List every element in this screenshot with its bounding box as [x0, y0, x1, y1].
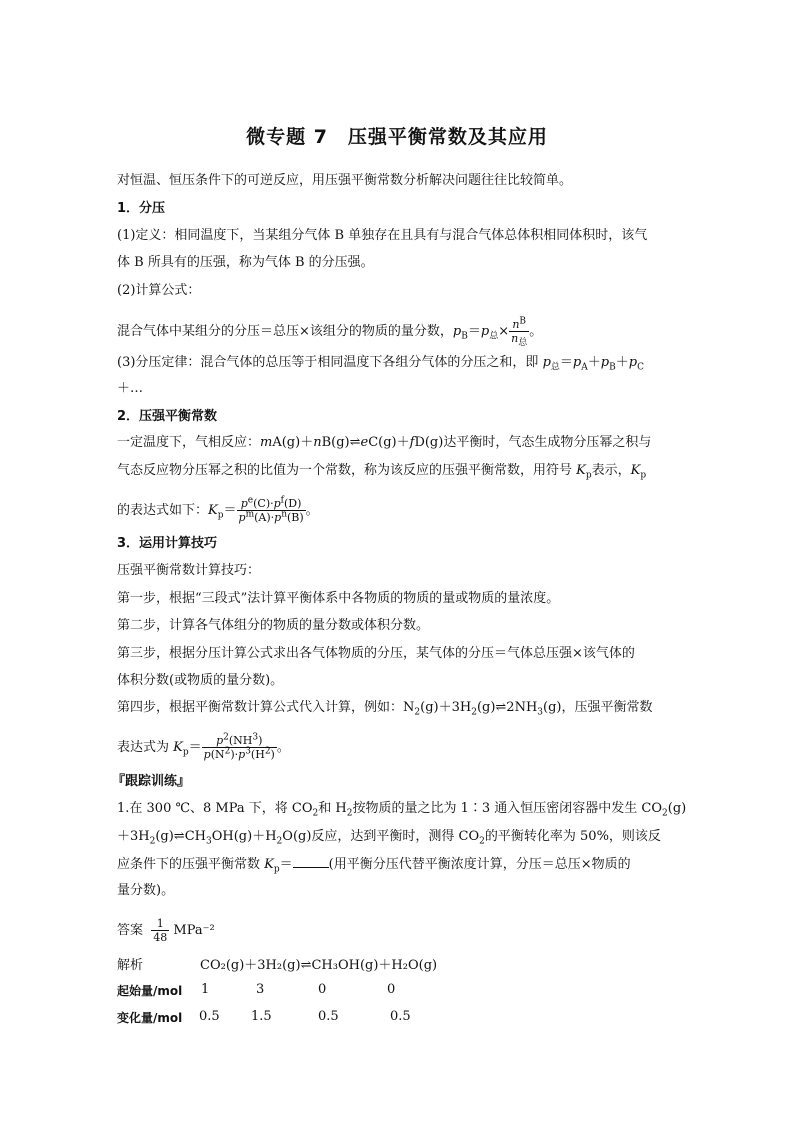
practice-heading: 『跟踪训练』 — [112, 774, 191, 789]
question-line-3: 应条件下的压强平衡常数 $K_p=$ (用平衡分压代替平衡浓度计算，分压＝总压×物质的 — [117, 857, 631, 875]
step-3-line-1: 第三步，根据分压计算公式求出各气体物质的分压，某气体的分压＝气体总压强×该气体的 — [117, 646, 635, 661]
question-line-1: 1.在 300 ℃、8 MPa 下，将 $CO_2$和 $H_2$按物质的量之比为 1∶3 通入恒压密闭容器中发生 $CO_2(g)$ — [117, 801, 687, 819]
dalton-law-line-1: (3)分压定律：混合气体的总压等于相同温度下各组分气体的分压之和，即 $p_总=p_A+p_B+p_C$ — [117, 355, 644, 373]
definition-line-2: 体 B 所具有的压强，称为气体 B 的分压强。 — [117, 255, 374, 270]
analysis-label: 解析 — [117, 958, 144, 973]
kp-paragraph-line-2: 气态反应物分压幂之积的比值为一个常数，称为该反应的压强平衡常数，用符号 $K_p$表示，$K_p$ — [117, 463, 647, 481]
table-cell: 0 — [387, 982, 396, 997]
table-cell: 1 — [201, 982, 210, 997]
table-cell: 0 — [318, 982, 327, 997]
mole-fraction: $\frac{n^B}{n_总}$ — [511, 316, 528, 349]
definition-line-1: (1)定义：相同温度下，当某组分气体 B 单独存在且具有与混合气体总体积相同体积时，该气 — [117, 228, 648, 243]
section-1-heading: 1．分压 — [117, 201, 166, 216]
table-row-label: 变化量/mol — [117, 1011, 183, 1025]
kp-paragraph-line-1: 一定温度下，气相反应：mA(g)＋nB(g)⇌eC(g)＋fD(g)达平衡时，气态生成物分压幂之积与 — [117, 435, 652, 450]
step-2: 第二步，计算各气体组分的物质的量分数或体积分数。 — [117, 618, 430, 633]
step-3-line-2: 体积分数(或物质的量分数)。 — [117, 673, 284, 688]
table-row-label: 起始量/mol — [117, 984, 183, 998]
step-4-expression: 表达式为 $K_p=$ $\frac{p^2(NH^3)}{p(N^2)\cdot p^3(H^2)}$ 。 — [117, 732, 290, 761]
table-cell: 0.5 — [318, 1009, 339, 1024]
table-cell: 0.5 — [199, 1009, 220, 1024]
section-2-heading: 2．压强平衡常数 — [117, 409, 218, 424]
question-line-2: $+3H_2(g)\rightleftharpoons CH_3OH(g)+H_2O(g)$反应，达到平衡时，测得 $CO_2$的平衡转化率为 50%，则该反 — [117, 829, 661, 847]
step-4-line-1: 第四步，根据平衡常数计算公式代入计算，例如：$N_2(g)+3H_2(g)\rightleftharpoons 2NH_3(g)$，压强平衡常数 — [117, 700, 653, 718]
table-cell: 1.5 — [251, 1009, 272, 1024]
step-1: 第一步，根据“三段式”法计算平衡体系中各物质的物质的量或物质的量浓度。 — [117, 591, 560, 606]
table-cell: 3 — [256, 982, 265, 997]
answer-line: 答案 $\frac{1}{48}$ MPa⁻² — [117, 917, 215, 944]
answer-blank — [293, 855, 329, 868]
intro-text: 对恒温、恒压条件下的可逆反应，用压强平衡常数分析解决问题往往比较简单。 — [117, 173, 573, 188]
analysis-reaction: CO₂(g)＋3H₂(g)⇌CH₃OH(g)＋H₂O(g) — [200, 958, 438, 973]
page-title: 微专题 7 压强平衡常数及其应用 — [246, 126, 548, 148]
section-3-heading: 3．运用计算技巧 — [117, 536, 218, 551]
partial-pressure-formula: 混合气体中某组分的分压＝总压×该组分的物质的量分数，$p_B=p_总\times$ $\frac{n^B}{n_总}$ 。 — [117, 316, 543, 349]
dalton-law-line-2: ＋… — [117, 381, 144, 396]
formula-label: (2)计算公式： — [117, 283, 201, 298]
table-cell: 0.5 — [390, 1009, 411, 1024]
answer-fraction: $\frac{1}{48}$ — [153, 917, 168, 944]
kp-expression: 的表达式如下：$K_p=$ $\frac{p^e(C)\cdot p^f(D)}{p^m(A)\cdot p^n(B)}$ 。 — [117, 495, 319, 524]
technique-intro: 压强平衡常数计算技巧： — [117, 563, 261, 578]
question-line-4: 量分数)。 — [117, 883, 175, 898]
